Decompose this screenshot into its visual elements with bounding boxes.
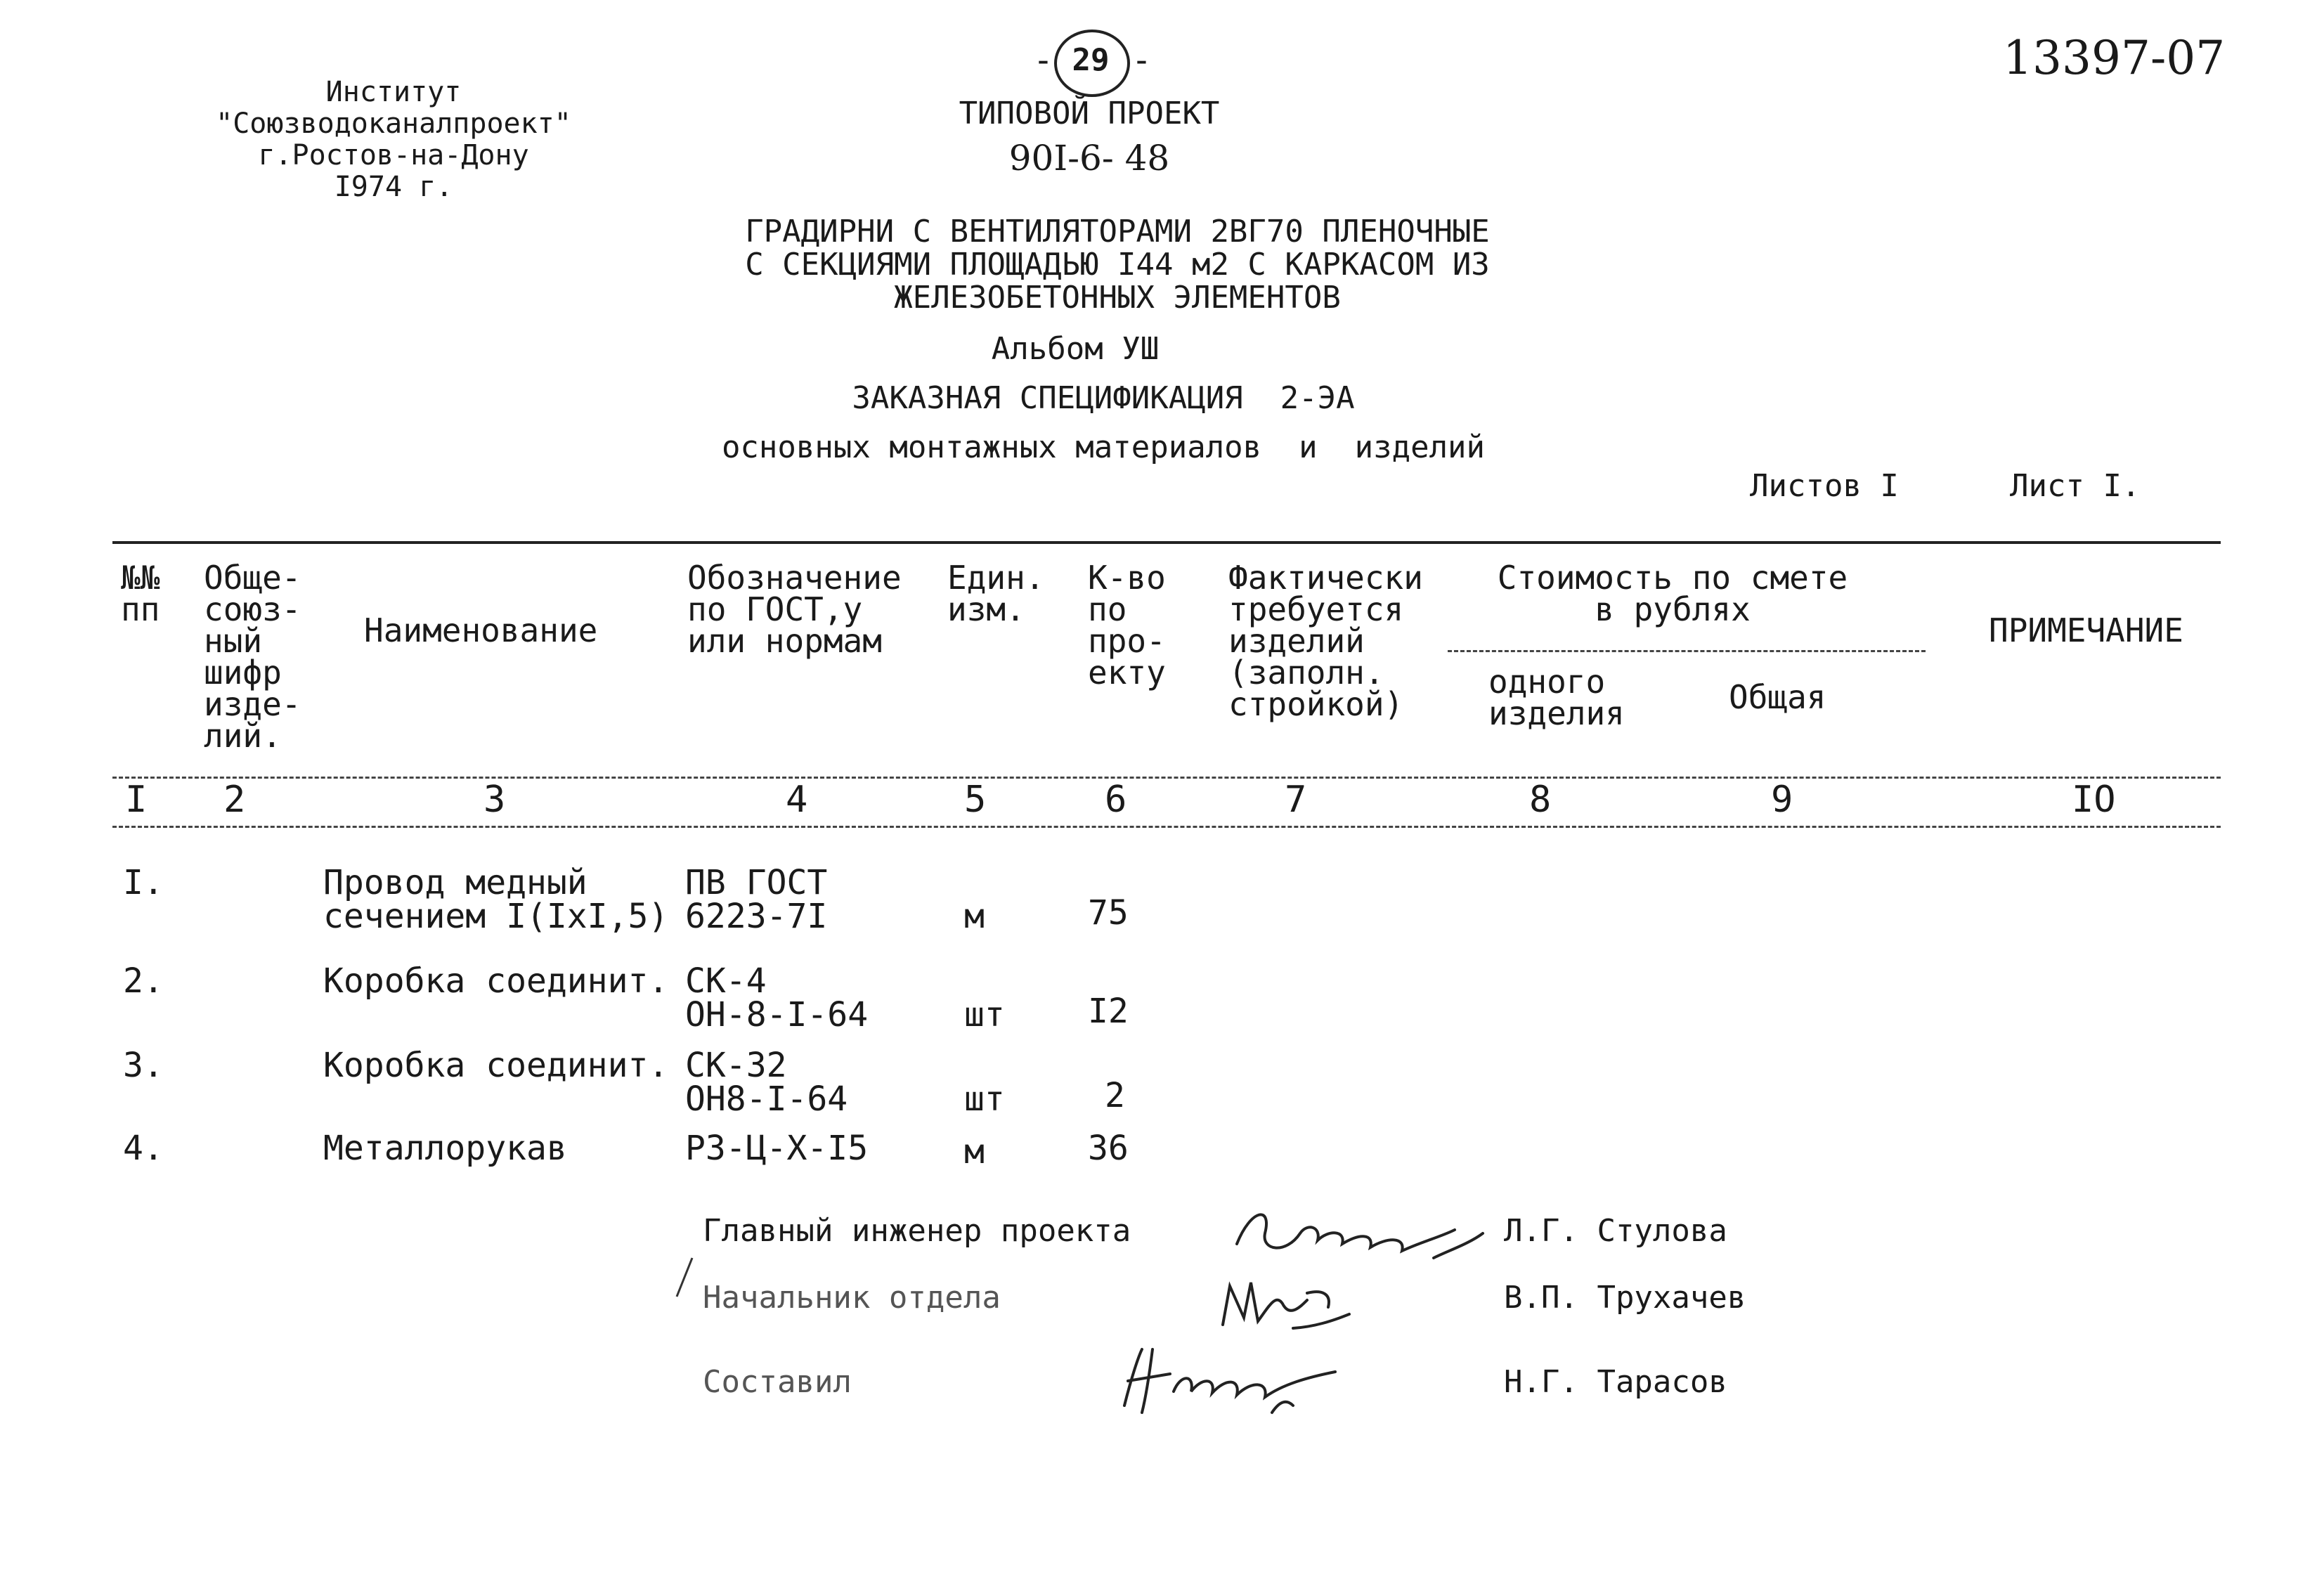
row-4-designation: РЗ-Ц-Х-I5 xyxy=(685,1129,869,1168)
institute-city: г.Ростов-на-Дону xyxy=(258,139,529,171)
title-line-2: С СЕКЦИЯМИ ПЛОЩАДЬЮ I44 м2 С КАРКАСОМ ИЗ xyxy=(745,247,1490,283)
col-header-note: ПРИМЕЧАНИЕ xyxy=(1989,611,2183,649)
signature-scribble-department-head xyxy=(1209,1265,1363,1342)
col-numbers-rule xyxy=(112,826,2221,828)
row-1-qty: 75 xyxy=(1088,893,1129,933)
col-number-7: 7 xyxy=(1285,779,1307,821)
col-header-actual: Фактически требуется изделий (заполн. стройкой) xyxy=(1228,559,1423,724)
col-number-1: I xyxy=(125,779,148,821)
row-2-name: Коробка соединит. xyxy=(323,961,669,1001)
row-4-unit: м xyxy=(964,1132,985,1172)
row-2-unit: шт xyxy=(964,995,1005,1034)
page-number-dash-right: - xyxy=(1131,41,1152,80)
col-number-10: IO xyxy=(2072,779,2116,821)
col-header-unit: Един. изм. xyxy=(947,559,1045,629)
col-header-code: Обще- союз- ный шифр изде- лий. xyxy=(204,559,301,755)
col-header-name: Наименование xyxy=(364,611,598,649)
page-number-dash-left: - xyxy=(1033,41,1053,80)
project-number: 90I-6- 48 xyxy=(1008,138,1170,179)
title-line-3: ЖЕЛЕЗОБЕТОННЫХ ЭЛЕМЕНТОВ xyxy=(894,280,1341,316)
signature-scribble-chief-engineer xyxy=(1223,1195,1490,1272)
row-1-designation: ПВ ГОСТ 6223-7I xyxy=(685,863,828,936)
signature-role-compiler: Составил xyxy=(703,1364,852,1400)
header-bottom-rule xyxy=(112,777,2221,779)
row-3-qty: 2 xyxy=(1105,1076,1125,1115)
col-header-number: №№ пп xyxy=(121,559,160,629)
col-number-6: 6 xyxy=(1105,779,1127,821)
row-1-number: I. xyxy=(123,863,164,902)
institute-org: "Союзводоканалпроект" xyxy=(216,108,571,140)
spec-subtitle: основных монтажных материалов и изделий xyxy=(721,429,1486,465)
row-3-number: 3. xyxy=(123,1046,164,1085)
row-2-number: 2. xyxy=(123,961,164,1001)
pen-mark xyxy=(671,1254,699,1304)
col-header-unit-cost: одного изделия xyxy=(1488,663,1625,733)
col-number-5: 5 xyxy=(964,779,987,821)
page-number: 29 xyxy=(1072,42,1110,78)
col-number-2: 2 xyxy=(223,779,246,821)
row-4-number: 4. xyxy=(123,1129,164,1168)
col-header-cost: Стоимость по смете в рублях xyxy=(1497,559,1848,629)
archive-number: 13397-07 xyxy=(2003,31,2226,85)
row-3-unit: шт xyxy=(964,1079,1005,1119)
col-header-designation: Обозначение по ГОСТ,у или нормам xyxy=(687,559,902,661)
sheets-total: Листов I xyxy=(1750,468,1899,504)
cost-subheader-rule xyxy=(1448,650,1926,652)
row-3-designation: СК-32 ОН8-I-64 xyxy=(685,1046,848,1119)
row-1-unit: м xyxy=(964,897,985,936)
title-line-1: ГРАДИРНИ С ВЕНТИЛЯТОРАМИ 2ВГ70 ПЛЕНОЧНЫЕ xyxy=(745,214,1490,249)
row-3-name: Коробка соединит. xyxy=(323,1046,669,1085)
project-type: ТИПОВОЙ ПРОЕКТ xyxy=(959,96,1220,131)
sheet-current: Лист I. xyxy=(2010,468,2141,504)
col-number-9: 9 xyxy=(1771,779,1793,821)
album-label: Альбом УШ xyxy=(991,331,1160,367)
signature-name-chief-engineer: Л.Г. Стулова xyxy=(1504,1213,1727,1249)
col-number-3: 3 xyxy=(483,779,506,821)
col-number-4: 4 xyxy=(786,779,808,821)
spec-title: ЗАКАЗНАЯ СПЕЦИФИКАЦИЯ 2-ЭА xyxy=(852,380,1355,416)
col-header-qty: К-во по про- екту xyxy=(1088,559,1166,692)
signature-name-department-head: В.П. Трухачев xyxy=(1504,1280,1746,1316)
row-1-name: Провод медный сечением I(IxI,5) xyxy=(323,863,669,936)
row-4-qty: 36 xyxy=(1088,1129,1129,1168)
signature-role-department-head: Начальник отдела xyxy=(703,1280,1001,1316)
col-header-total-cost: Общая xyxy=(1729,678,1826,716)
row-2-designation: СК-4 ОН-8-I-64 xyxy=(685,961,869,1034)
table-top-rule xyxy=(112,541,2221,544)
signature-name-compiler: Н.Г. Тарасов xyxy=(1504,1364,1727,1400)
institute-year: I974 г. xyxy=(334,171,453,203)
row-4-name: Металлорукав xyxy=(323,1129,567,1168)
row-2-qty: I2 xyxy=(1088,992,1129,1031)
col-number-8: 8 xyxy=(1529,779,1552,821)
institute-name: Институт xyxy=(325,76,462,108)
signature-scribble-compiler xyxy=(1110,1335,1363,1427)
signature-role-chief-engineer: Главный инженер проекта xyxy=(703,1213,1131,1249)
